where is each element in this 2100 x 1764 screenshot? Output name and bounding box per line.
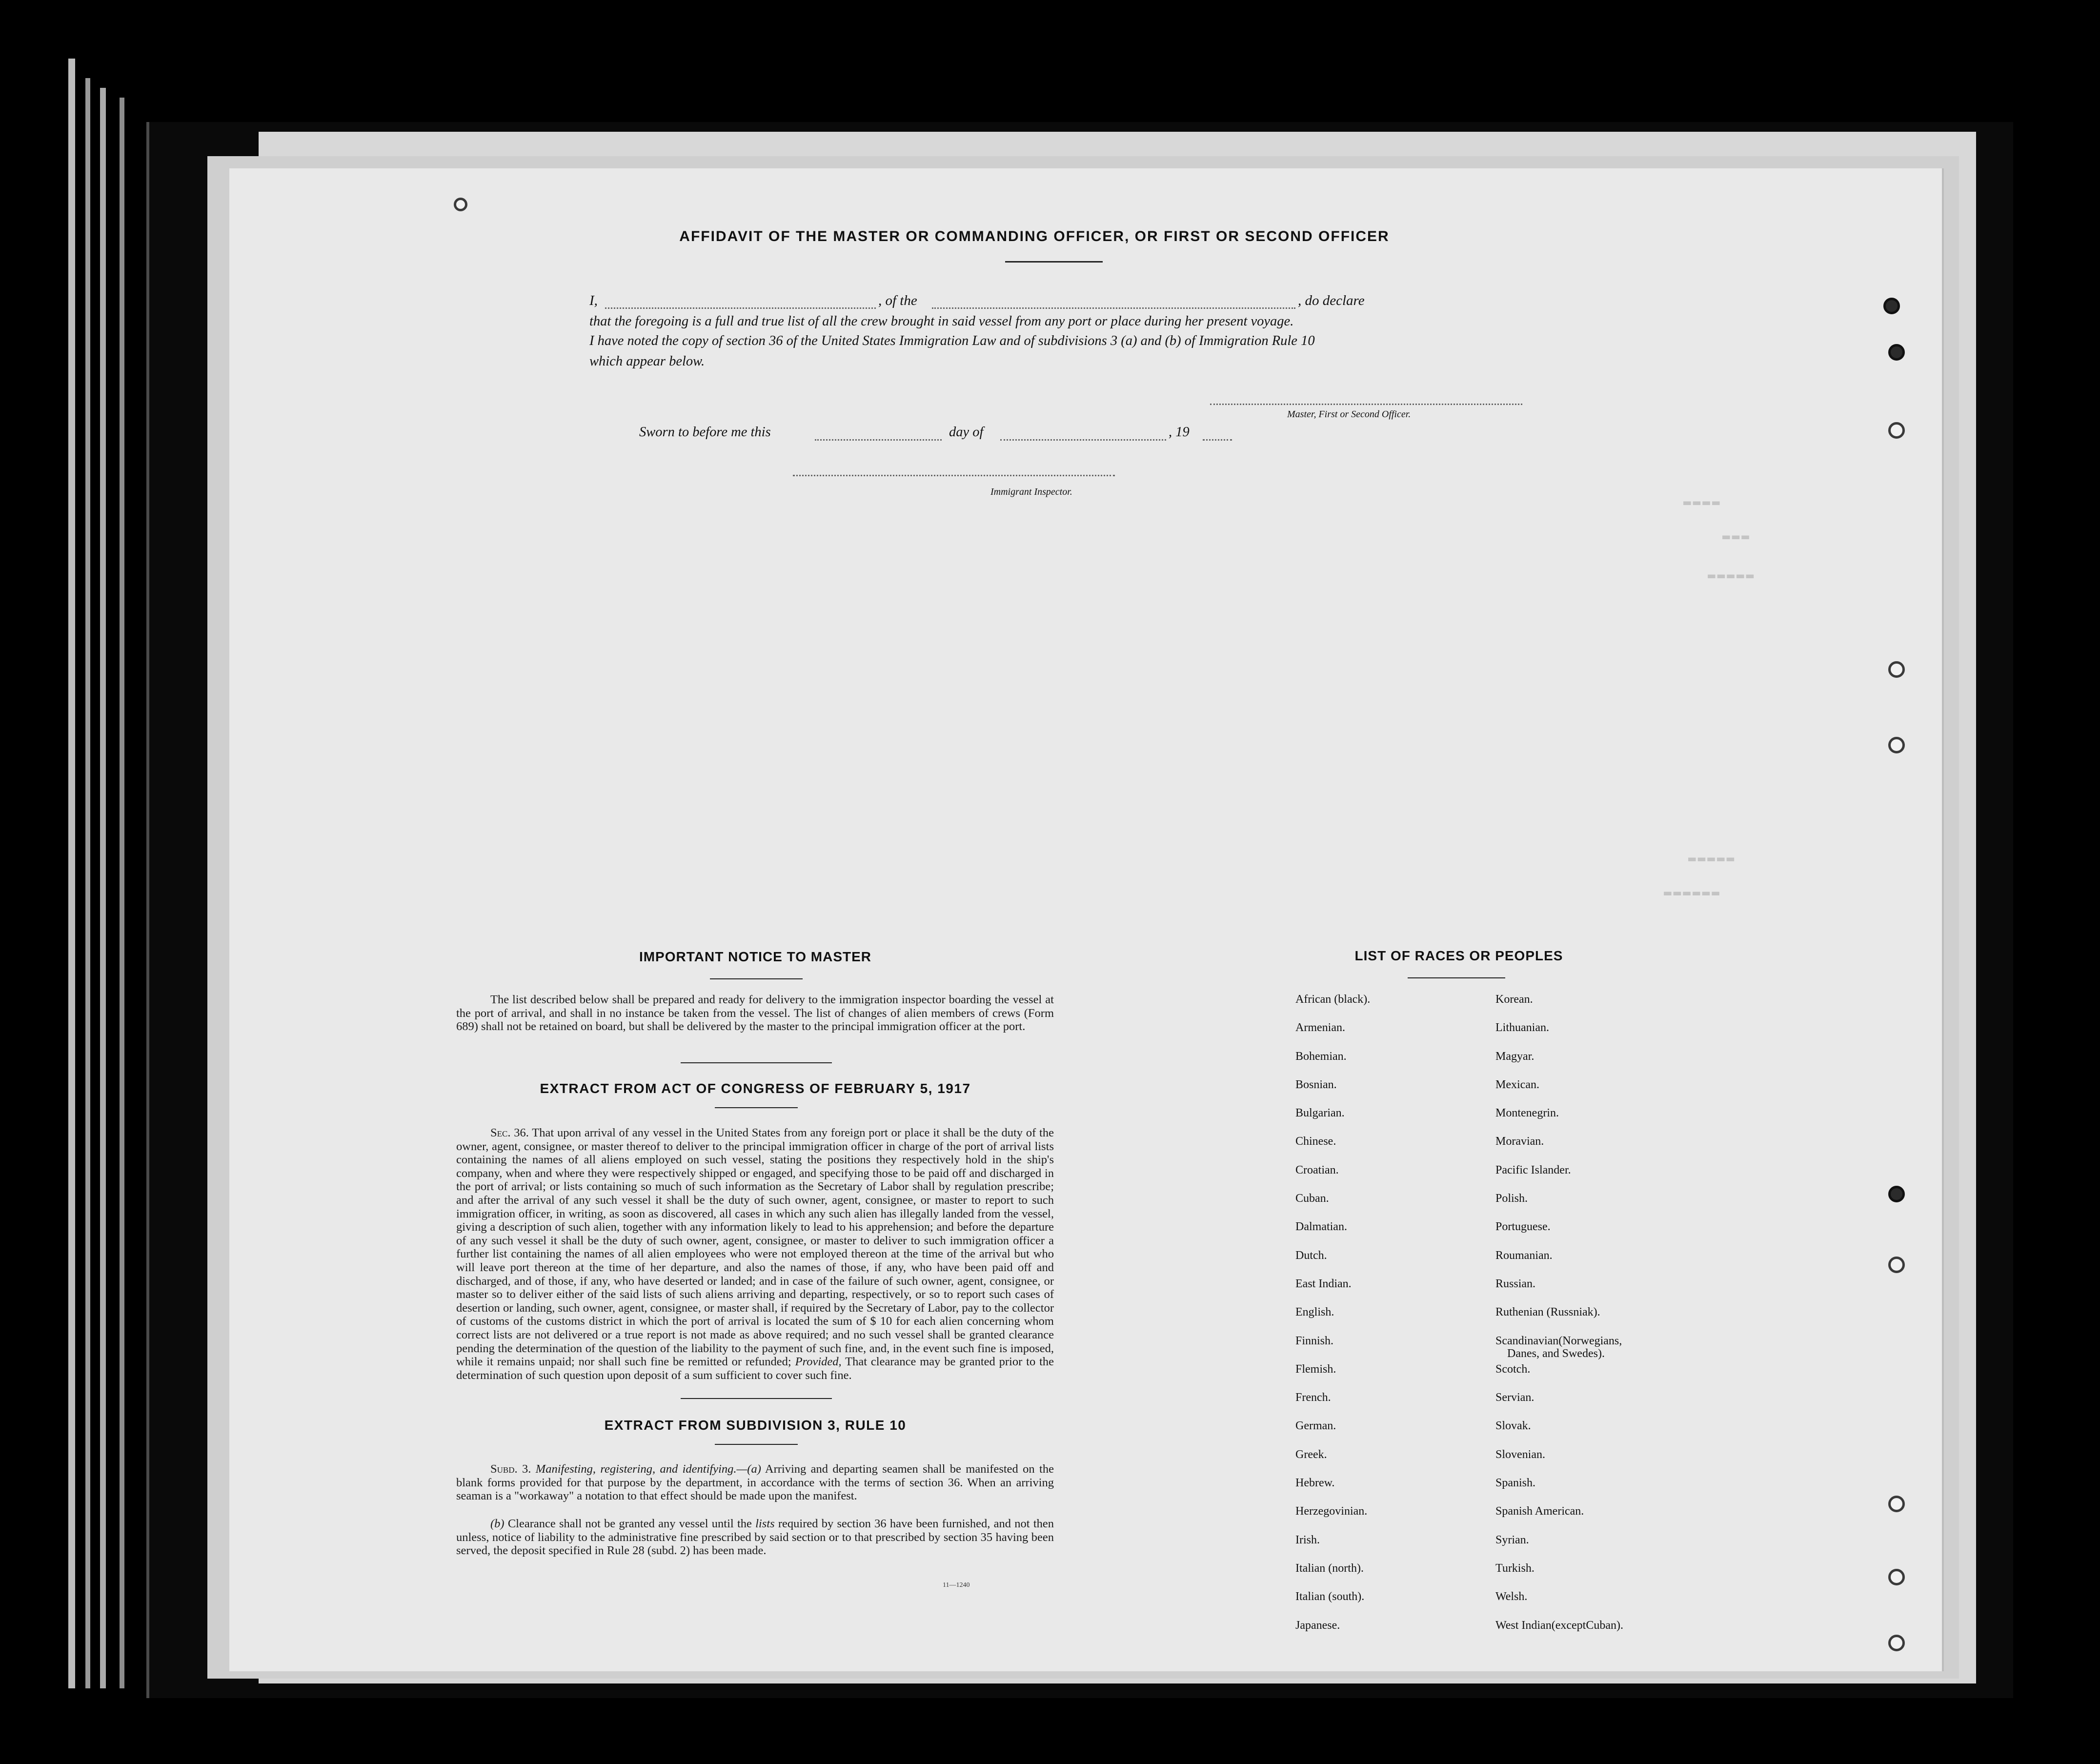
bleed-through: ▬▬▬▬▬: [1708, 568, 1756, 583]
master-signature-line: [1210, 404, 1522, 405]
punch-hole: [1888, 422, 1905, 439]
affidavit-title-rule: [1005, 261, 1103, 263]
year-label: , 19: [1169, 425, 1190, 440]
race-item: Portuguese.: [1495, 1220, 1551, 1234]
race-item: Welsh.: [1495, 1590, 1528, 1603]
sec-36-body: That upon arrival of any vessel in the United States from any foreign port or place it shall be the duty of the owner, agent, consignee, or master thereof to deliver to the principal immigration officer in charge of the port of arrival lists containing the names of all aliens employed on such vessel, stating the positions they respectively hold in the ship's company, when and where they were respectively shipped or engaged, and specifying those to be paid off and discharged in the port of arrival; or lists containing so much of such information as the Secretary of Labor shall by regulation prescribe; and after the arrival of any such vessel it shall be the duty of such owner, agent, consignee, or master to report to such immigration officer, in writing, as soon as discovered, all cases in which any such alien has illegally landed from the vessel, giving a description of such alien, together with any information likely to lead to his apprehension; and before the departure of any such vessel it shall be the duty of such owner, agent, consignee, or master to deliver to such immigration officer a further list containing the names of all alien employees who were not employed thereon at the time of the arrival but who will leave port thereon at the time of her departure, and also the names of those, if any, who have been paid off and discharged, and of those, if any, who have deserted or landed; and in case of the failure of such owner, agent, consignee, or master so to deliver either of the said lists of such aliens arriving and departing, respectively, or so to report such cases of desertion or landing, such owner, agent, consignee, or master shall, if required by the Secretary of Labor, pay to the collector of customs of the customs district in which the port of arrival is located the sum of $ 10 for each alien concerning whom correct lists are not delivered or a true report is not made as above required; and no such vessel shall be granted clearance pending the determination of the question of the liability to the payment of such fine, and, in the event such fine is imposed, while it remains unpaid; nor shall such fine be remitted or refunded;: [456, 1126, 1054, 1369]
day-of-label: day of: [949, 425, 984, 440]
race-item: East Indian.: [1295, 1277, 1352, 1290]
punch-hole: [1883, 298, 1900, 314]
race-item: Ruthenian (Russniak).: [1495, 1306, 1600, 1319]
race-item: Korean.: [1495, 993, 1533, 1006]
race-item: Spanish American.: [1495, 1505, 1584, 1518]
subd-3-a-text: [456, 1462, 1054, 1503]
bleed-through: ▬▬▬▬▬▬: [1664, 886, 1721, 900]
sec-36-text: [456, 1126, 1054, 1382]
race-item: Pacific Islander.: [1495, 1163, 1571, 1176]
affidavit-line-3: I have noted the copy of section 36 of the United States Immigration Law and of subdivisions 3 (a) and (b) of Immigration Rule 10: [589, 333, 1315, 348]
race-item: Magyar.: [1495, 1050, 1535, 1063]
race-item: Chinese.: [1295, 1135, 1336, 1148]
race-item: Montenegrin.: [1495, 1107, 1559, 1120]
race-item: Hebrew.: [1295, 1477, 1335, 1490]
affidavit-of-the: , of the: [878, 293, 917, 308]
provided-body: That clearance may be granted prior to the determination of such question upon deposit of a sum sufficient to cover such fine.: [456, 1355, 1054, 1382]
affidavit-line-2: that the foregoing is a full and true list of all the crew brought in said vessel from any port or place during her present voyage.: [589, 314, 1294, 329]
race-item: [1495, 1335, 1700, 1363]
affidavit-title: AFFIDAVIT OF THE MASTER OR COMMANDING OFFICER, OR FIRST OR SECOND OFFICER: [679, 228, 1390, 244]
race-item: Spanish.: [1495, 1477, 1536, 1490]
affidavit-do-declare: , do declare: [1298, 293, 1365, 308]
binder-edge: [100, 88, 106, 1688]
subd-3-heading: Manifesting, registering, and identifying.—(a): [535, 1462, 761, 1476]
race-item: Flemish.: [1295, 1362, 1336, 1376]
sworn-month-line: [1000, 439, 1166, 441]
race-item: Armenian.: [1295, 1021, 1345, 1034]
inspector-caption: Immigrant Inspector.: [990, 487, 1072, 497]
punch-hole: [1888, 737, 1905, 753]
subd-3-b-body-1: Clearance shall not be granted any vessel until the: [507, 1517, 752, 1530]
race-item: Slovak.: [1495, 1419, 1531, 1433]
affidavit-line-4: which appear below.: [589, 354, 705, 369]
sworn-day-line: [815, 439, 942, 441]
race-item: Finnish.: [1295, 1334, 1334, 1347]
bleed-through: ▬▬▬: [1722, 529, 1751, 544]
sworn-label: Sworn to before me this: [639, 425, 771, 440]
punch-hole: [454, 198, 467, 211]
race-item: Croatian.: [1295, 1163, 1339, 1176]
sec-36-label: Sec. 36.: [490, 1126, 529, 1139]
extract-act-divider: [681, 1398, 832, 1399]
race-item: Bosnian.: [1295, 1078, 1337, 1091]
extract-act-title: EXTRACT FROM ACT OF CONGRESS OF FEBRUARY 5, 1917: [540, 1081, 971, 1096]
race-item: Polish.: [1495, 1192, 1528, 1205]
subd-3-b-text: [456, 1517, 1054, 1558]
punch-hole: [1888, 344, 1905, 361]
races-title: LIST OF RACES OR PEOPLES: [1354, 948, 1563, 963]
form-number: 11—1240: [943, 1582, 970, 1589]
race-item-line: Danes, and Swedes).: [1507, 1347, 1605, 1360]
race-item: Irish.: [1295, 1533, 1320, 1546]
affidavit-i-label: I,: [589, 293, 598, 308]
race-item: Bulgarian.: [1295, 1107, 1345, 1120]
race-item: Italian (south).: [1295, 1590, 1365, 1603]
punch-hole: [1888, 661, 1905, 678]
punch-hole: [1888, 1496, 1905, 1512]
binder-edge: [68, 59, 75, 1688]
binder-edge: [85, 78, 90, 1688]
manifest-page: [229, 168, 1944, 1671]
race-item: African (black).: [1295, 993, 1371, 1006]
race-item: Cuban.: [1295, 1192, 1329, 1205]
races-title-rule: [1408, 977, 1505, 978]
race-item: Dutch.: [1295, 1249, 1327, 1262]
extract-act-title-rule: [715, 1107, 798, 1108]
race-item: Roumanian.: [1495, 1249, 1553, 1262]
race-item: West Indian(exceptCuban).: [1495, 1619, 1623, 1632]
race-item: Slovenian.: [1495, 1448, 1545, 1461]
notice-title: IMPORTANT NOTICE TO MASTER: [639, 949, 872, 964]
races-right-column: [1495, 993, 1700, 1647]
extract-rule-title-rule: [715, 1444, 798, 1445]
race-item-line: Scandinavian(Norwegians,: [1495, 1334, 1622, 1347]
race-item: Lithuanian.: [1495, 1021, 1549, 1034]
bleed-through: ▬▬▬▬: [1683, 495, 1722, 510]
punch-hole: [1888, 1257, 1905, 1273]
race-item: Dalmatian.: [1295, 1220, 1347, 1234]
punch-hole: [1888, 1186, 1905, 1202]
subd-3-b-label: (b): [490, 1517, 505, 1530]
race-item: Mexican.: [1495, 1078, 1539, 1091]
race-item: Scotch.: [1495, 1362, 1531, 1376]
race-item: Servian.: [1495, 1391, 1535, 1404]
affidavit-name-line: [605, 307, 876, 309]
race-item: French.: [1295, 1391, 1331, 1404]
race-item: English.: [1295, 1306, 1334, 1319]
subd-3-b-lists: lists: [755, 1517, 775, 1530]
punch-hole: [1888, 1635, 1905, 1651]
race-item: Italian (north).: [1295, 1561, 1364, 1575]
subd-3-a-body: Arriving and departing seamen shall be manifested on the blank forms provided for that purpose by the department, in accordance with the terms of section 36. When an arriving seaman is a "workaway" a notation to that effect should be made upon the manifest.: [456, 1462, 1054, 1503]
bleed-through: ▬▬▬▬▬: [1688, 852, 1737, 866]
race-item: Japanese.: [1295, 1619, 1340, 1632]
notice-text: The list described below shall be prepared and ready for delivery to the immigration inspector boarding the vessel at the port of arrival, and shall in no instance be taken from the vessel. The list of changes of alien members of crews (Form 689) shall not be retained on board, but shall be delivered by the master to the principal immigration officer at the port.: [456, 993, 1054, 1034]
sworn-year-line: [1203, 439, 1232, 441]
race-item: Greek.: [1295, 1448, 1327, 1461]
subd-3-label: Subd. 3.: [490, 1462, 531, 1476]
affidavit-vessel-line: [932, 307, 1295, 309]
race-item: Syrian.: [1495, 1533, 1529, 1546]
race-item: Bohemian.: [1295, 1050, 1347, 1063]
inspector-signature-line: [793, 475, 1115, 476]
binder-edge: [120, 98, 124, 1688]
notice-divider: [681, 1062, 832, 1063]
subd-3-b-body-2: required by section 36 have been furnished, and not then unless, notice of liability to the administrative fine prescribed by said section or to that prescribed by section 35 having been served, the deposit specified in Rule 28 (subd. 2) has been made.: [456, 1517, 1054, 1558]
punch-hole: [1888, 1569, 1905, 1585]
race-item: Turkish.: [1495, 1561, 1535, 1575]
provided-label: Provided,: [795, 1355, 842, 1369]
master-signature-caption: Master, First or Second Officer.: [1287, 409, 1411, 420]
race-item: Russian.: [1495, 1277, 1536, 1290]
races-left-column: [1295, 993, 1481, 1647]
race-item: Herzegovinian.: [1295, 1505, 1368, 1518]
notice-title-rule: [710, 978, 803, 979]
extract-rule-title: EXTRACT FROM SUBDIVISION 3, RULE 10: [604, 1418, 907, 1433]
race-item: Moravian.: [1495, 1135, 1544, 1148]
race-item: German.: [1295, 1419, 1336, 1433]
